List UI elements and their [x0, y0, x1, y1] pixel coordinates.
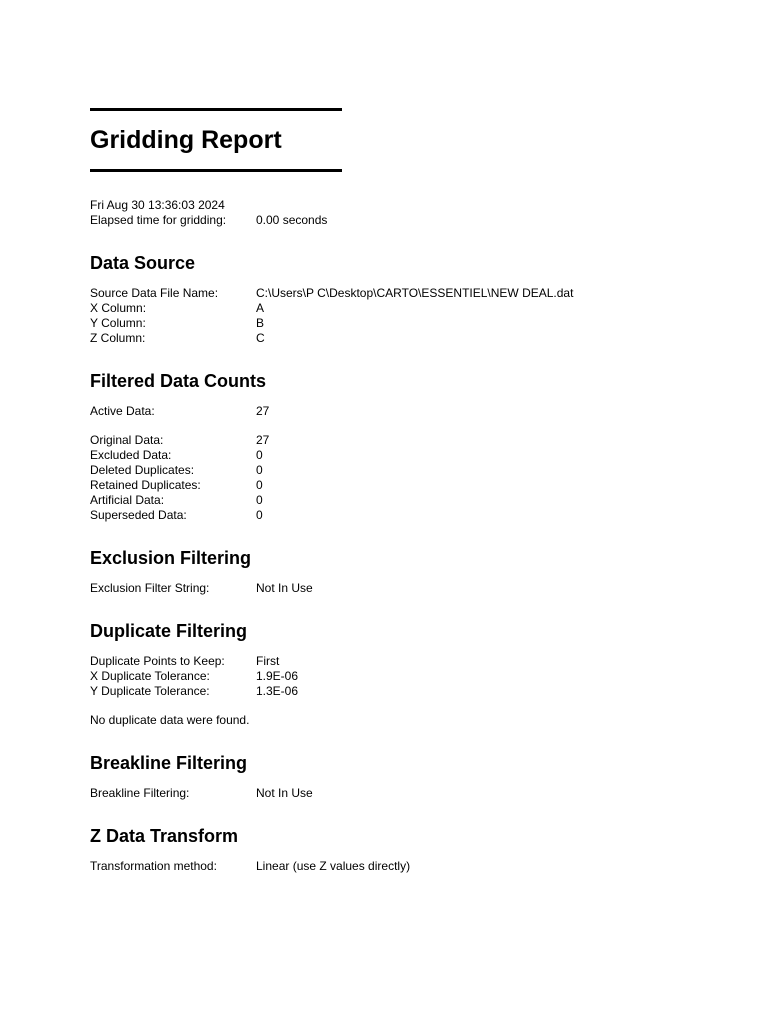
superseded-data-row — [90, 508, 730, 523]
y-duplicate-tolerance-row — [90, 684, 730, 699]
section-heading-data-source: Data Source — [90, 253, 196, 273]
report-date-row — [90, 198, 730, 213]
field-label: Excluded Data: — [90, 448, 172, 462]
field-value: Linear (use Z values directly) — [256, 859, 411, 873]
field-value: 0 — [256, 448, 263, 462]
retained-duplicates-row — [90, 478, 730, 493]
field-label: Artificial Data: — [90, 493, 165, 507]
field-label: Y Column: — [90, 316, 146, 330]
active-data-row — [90, 404, 730, 419]
elapsed-time-label: Elapsed time for gridding: — [90, 213, 227, 227]
x-duplicate-tolerance-row — [90, 669, 730, 684]
section-data-source — [90, 252, 730, 346]
transformation-method-row — [90, 859, 730, 874]
artificial-data-row — [90, 493, 730, 508]
field-label: X Duplicate Tolerance: — [90, 669, 210, 683]
field-value: 1.9E-06 — [256, 669, 299, 683]
title-bottom-rule — [90, 169, 342, 172]
duplicate-keep-row — [90, 654, 730, 669]
section-heading-duplicate-filtering: Duplicate Filtering — [90, 621, 248, 641]
field-value: First — [256, 654, 280, 668]
field-label: Retained Duplicates: — [90, 478, 201, 492]
field-label: Source Data File Name: — [90, 286, 219, 300]
excluded-data-row — [90, 448, 730, 463]
title-top-rule — [90, 108, 342, 111]
report-title: Gridding Report — [90, 126, 282, 154]
original-data-row — [90, 433, 730, 448]
field-value: C — [256, 331, 265, 345]
exclusion-filter-row — [90, 581, 730, 596]
field-label: Original Data: — [90, 433, 164, 447]
report-meta — [90, 198, 730, 228]
field-value: 27 — [256, 404, 270, 418]
gridding-report-page — [90, 108, 730, 874]
duplicate-note: No duplicate data were found. — [90, 713, 250, 727]
section-filtered-data-counts — [90, 370, 730, 523]
field-value: 0 — [256, 508, 263, 522]
field-value: 27 — [256, 433, 270, 447]
section-duplicate-filtering — [90, 620, 730, 728]
field-value: B — [256, 316, 265, 330]
field-value: 1.3E-06 — [256, 684, 299, 698]
field-label: Breakline Filtering: — [90, 786, 190, 800]
row-spacer — [90, 419, 730, 433]
section-exclusion-filtering — [90, 547, 730, 596]
field-label: Z Column: — [90, 331, 146, 345]
section-z-data-transform — [90, 825, 730, 874]
field-label: Y Duplicate Tolerance: — [90, 684, 210, 698]
deleted-duplicates-row — [90, 463, 730, 478]
section-heading-filtered-counts: Filtered Data Counts — [90, 371, 267, 391]
report-date: Fri Aug 30 13:36:03 2024 — [90, 198, 225, 212]
elapsed-time-value: 0.00 seconds — [256, 213, 328, 227]
field-value: A — [256, 301, 265, 315]
field-value: 0 — [256, 478, 263, 492]
field-label: Exclusion Filter String: — [90, 581, 210, 595]
field-label: Deleted Duplicates: — [90, 463, 195, 477]
field-label: Transformation method: — [90, 859, 217, 873]
section-heading-z-transform: Z Data Transform — [90, 826, 239, 846]
field-value: C:\Users\P C\Desktop\CARTO\ESSENTIEL\NEW DEAL.dat — [256, 286, 574, 300]
z-column-row — [90, 331, 730, 346]
field-value: 0 — [256, 493, 263, 507]
section-breakline-filtering — [90, 752, 730, 801]
field-label: Duplicate Points to Keep: — [90, 654, 225, 668]
field-value: Not In Use — [256, 581, 313, 595]
field-value: 0 — [256, 463, 263, 477]
field-value: Not In Use — [256, 786, 313, 800]
elapsed-time-row — [90, 213, 730, 228]
source-file-row — [90, 286, 730, 301]
x-column-row — [90, 301, 730, 316]
field-label: Superseded Data: — [90, 508, 187, 522]
y-column-row — [90, 316, 730, 331]
breakline-filtering-row — [90, 786, 730, 801]
section-heading-breakline-filtering: Breakline Filtering — [90, 753, 248, 773]
section-heading-exclusion-filtering: Exclusion Filtering — [90, 548, 252, 568]
field-label: Active Data: — [90, 404, 155, 418]
field-label: X Column: — [90, 301, 147, 315]
